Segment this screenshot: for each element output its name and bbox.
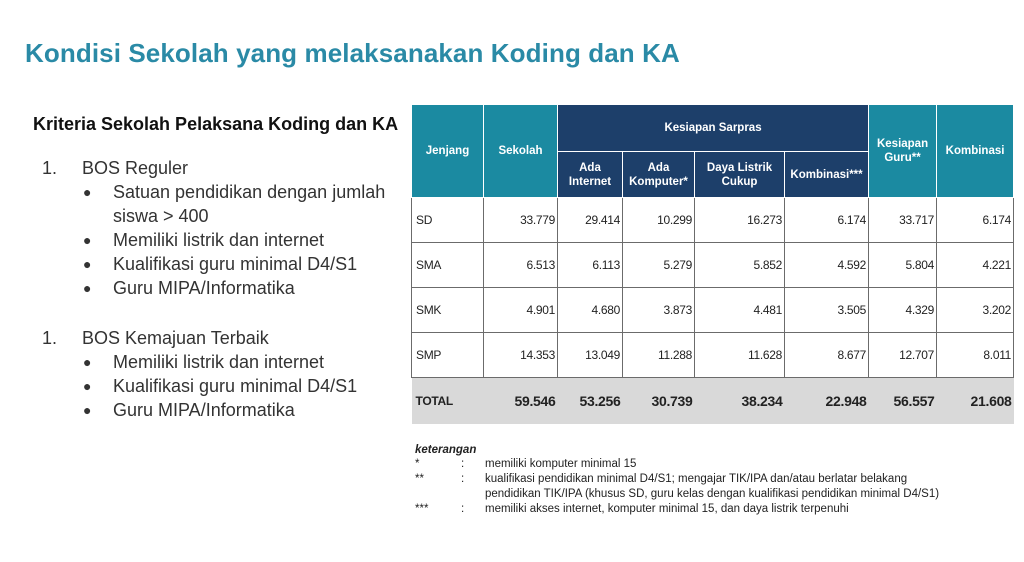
list-item-text: Guru MIPA/Informatika [113,278,295,298]
bos-reguler-list [33,180,403,300]
cell-kombinasi-sarpras: 8.677 [785,333,869,378]
header-jenjang: Jenjang [412,105,484,198]
cell-listrik: 16.273 [695,198,785,243]
list-number: 1. [42,158,58,178]
note-item [415,457,1015,472]
note-item [415,472,1015,502]
list-item-text: Guru MIPA/Informatika [113,400,295,420]
cell-total-internet: 53.256 [558,378,623,425]
cell-jenjang: SD [412,198,484,243]
table-row [412,333,1014,378]
note-text: memiliki akses internet, komputer minimal 15, dan daya listrik terpenuhi [485,503,849,515]
cell-jenjang: SMP [412,333,484,378]
cell-kombinasi: 8.011 [937,333,1014,378]
cell-sekolah: 33.779 [484,198,558,243]
cell-kombinasi-sarpras: 4.592 [785,243,869,288]
note-text: memiliki komputer minimal 15 [485,458,637,470]
note-text-line: kualifikasi pendidikan minimal D4/S1; mengajar TIK/IPA dan/atau berlatar belakang [485,473,908,485]
list-item [83,228,403,252]
list-item-text: Kualifikasi guru minimal D4/S1 [113,254,358,274]
list-item-text: Memiliki listrik dan internet [113,352,325,372]
header-sekolah: Sekolah [484,105,558,198]
bos-reguler-title [33,156,403,180]
header-kesiapan-guru: Kesiapan Guru** [869,105,937,198]
bullet-icon: ● [83,402,92,418]
cell-guru: 4.329 [869,288,937,333]
bos-kemajuan-title [33,326,403,350]
cell-komputer: 10.299 [623,198,695,243]
cell-guru: 5.804 [869,243,937,288]
note-colon: : [461,503,465,515]
cell-total-guru: 56.557 [869,378,937,425]
cell-kombinasi: 4.221 [937,243,1014,288]
note-colon: : [461,473,465,485]
note-item [415,502,1015,517]
cell-listrik: 11.628 [695,333,785,378]
criteria-heading: Kriteria Sekolah Pelaksana Koding dan KA [33,114,399,134]
bos-reguler-label: BOS Reguler [82,158,189,178]
list-item [83,374,403,398]
cell-total-listrik: 38.234 [695,378,785,425]
cell-internet: 4.680 [558,288,623,333]
header-ada-komputer: Ada Komputer* [623,152,695,198]
table-notes [415,444,1015,517]
cell-total-kombinasi: 21.608 [937,378,1014,425]
note-text-line: pendidikan TIK/IPA (khusus SD, guru kelas dengan kualifikasi pendidikan minimal D4/S1) [485,488,940,500]
slide-title: Kondisi Sekolah yang melaksanakan Koding dan KA [25,38,680,68]
cell-komputer: 3.873 [623,288,695,333]
cell-listrik: 4.481 [695,288,785,333]
cell-listrik: 5.852 [695,243,785,288]
cell-komputer: 5.279 [623,243,695,288]
cell-total-komputer: 30.739 [623,378,695,425]
note-symbol: *** [415,503,429,515]
cell-total-kombinasi-sarpras: 22.948 [785,378,869,425]
school-readiness-table [411,104,1014,424]
list-item-text: Memiliki listrik dan internet [113,230,325,250]
table-row [412,288,1014,333]
list-item [83,180,403,228]
header-kesiapan-sarpras: Kesiapan Sarpras [558,105,869,152]
bullet-icon: ● [83,378,92,394]
cell-internet: 13.049 [558,333,623,378]
table-row [412,243,1014,288]
criteria-panel [33,112,403,440]
cell-total-label: TOTAL [412,378,484,425]
list-item [83,252,403,276]
cell-kombinasi: 3.202 [937,288,1014,333]
bullet-icon: ● [83,280,92,296]
note-colon: : [461,458,465,470]
cell-internet: 29.414 [558,198,623,243]
cell-kombinasi-sarpras: 6.174 [785,198,869,243]
list-number: 1. [42,328,58,348]
table-row [412,198,1014,243]
cell-kombinasi: 6.174 [937,198,1014,243]
header-ada-internet: Ada Internet [558,152,623,198]
cell-kombinasi-sarpras: 3.505 [785,288,869,333]
bullet-icon: ● [83,232,92,248]
bos-reguler-group [33,156,403,300]
cell-internet: 6.113 [558,243,623,288]
bos-kemajuan-label: BOS Kemajuan Terbaik [82,328,269,348]
list-item [83,398,403,422]
bos-kemajuan-list [33,350,403,422]
note-symbol: * [415,458,420,470]
list-item [83,350,403,374]
cell-jenjang: SMK [412,288,484,333]
bullet-icon: ● [83,354,92,370]
bos-kemajuan-group [33,326,403,422]
list-item-text: Satuan pendidikan dengan jumlah siswa > 400 [113,182,386,226]
table-total-row [412,378,1014,425]
note-symbol: ** [415,473,424,485]
cell-sekolah: 6.513 [484,243,558,288]
header-kombinasi: Kombinasi [937,105,1014,198]
header-daya-listrik: Daya Listrik Cukup [695,152,785,198]
cell-guru: 12.707 [869,333,937,378]
list-item [83,276,403,300]
bullet-icon: ● [83,184,92,200]
school-readiness-table-wrap [411,104,1013,424]
cell-komputer: 11.288 [623,333,695,378]
bullet-icon: ● [83,256,92,272]
cell-total-sekolah: 59.546 [484,378,558,425]
note-text [485,472,1015,502]
cell-jenjang: SMA [412,243,484,288]
header-kombinasi-sarpras: Kombinasi*** [785,152,869,198]
notes-title: keterangan [415,444,477,456]
cell-sekolah: 14.353 [484,333,558,378]
cell-sekolah: 4.901 [484,288,558,333]
list-item-text: Kualifikasi guru minimal D4/S1 [113,376,358,396]
cell-guru: 33.717 [869,198,937,243]
